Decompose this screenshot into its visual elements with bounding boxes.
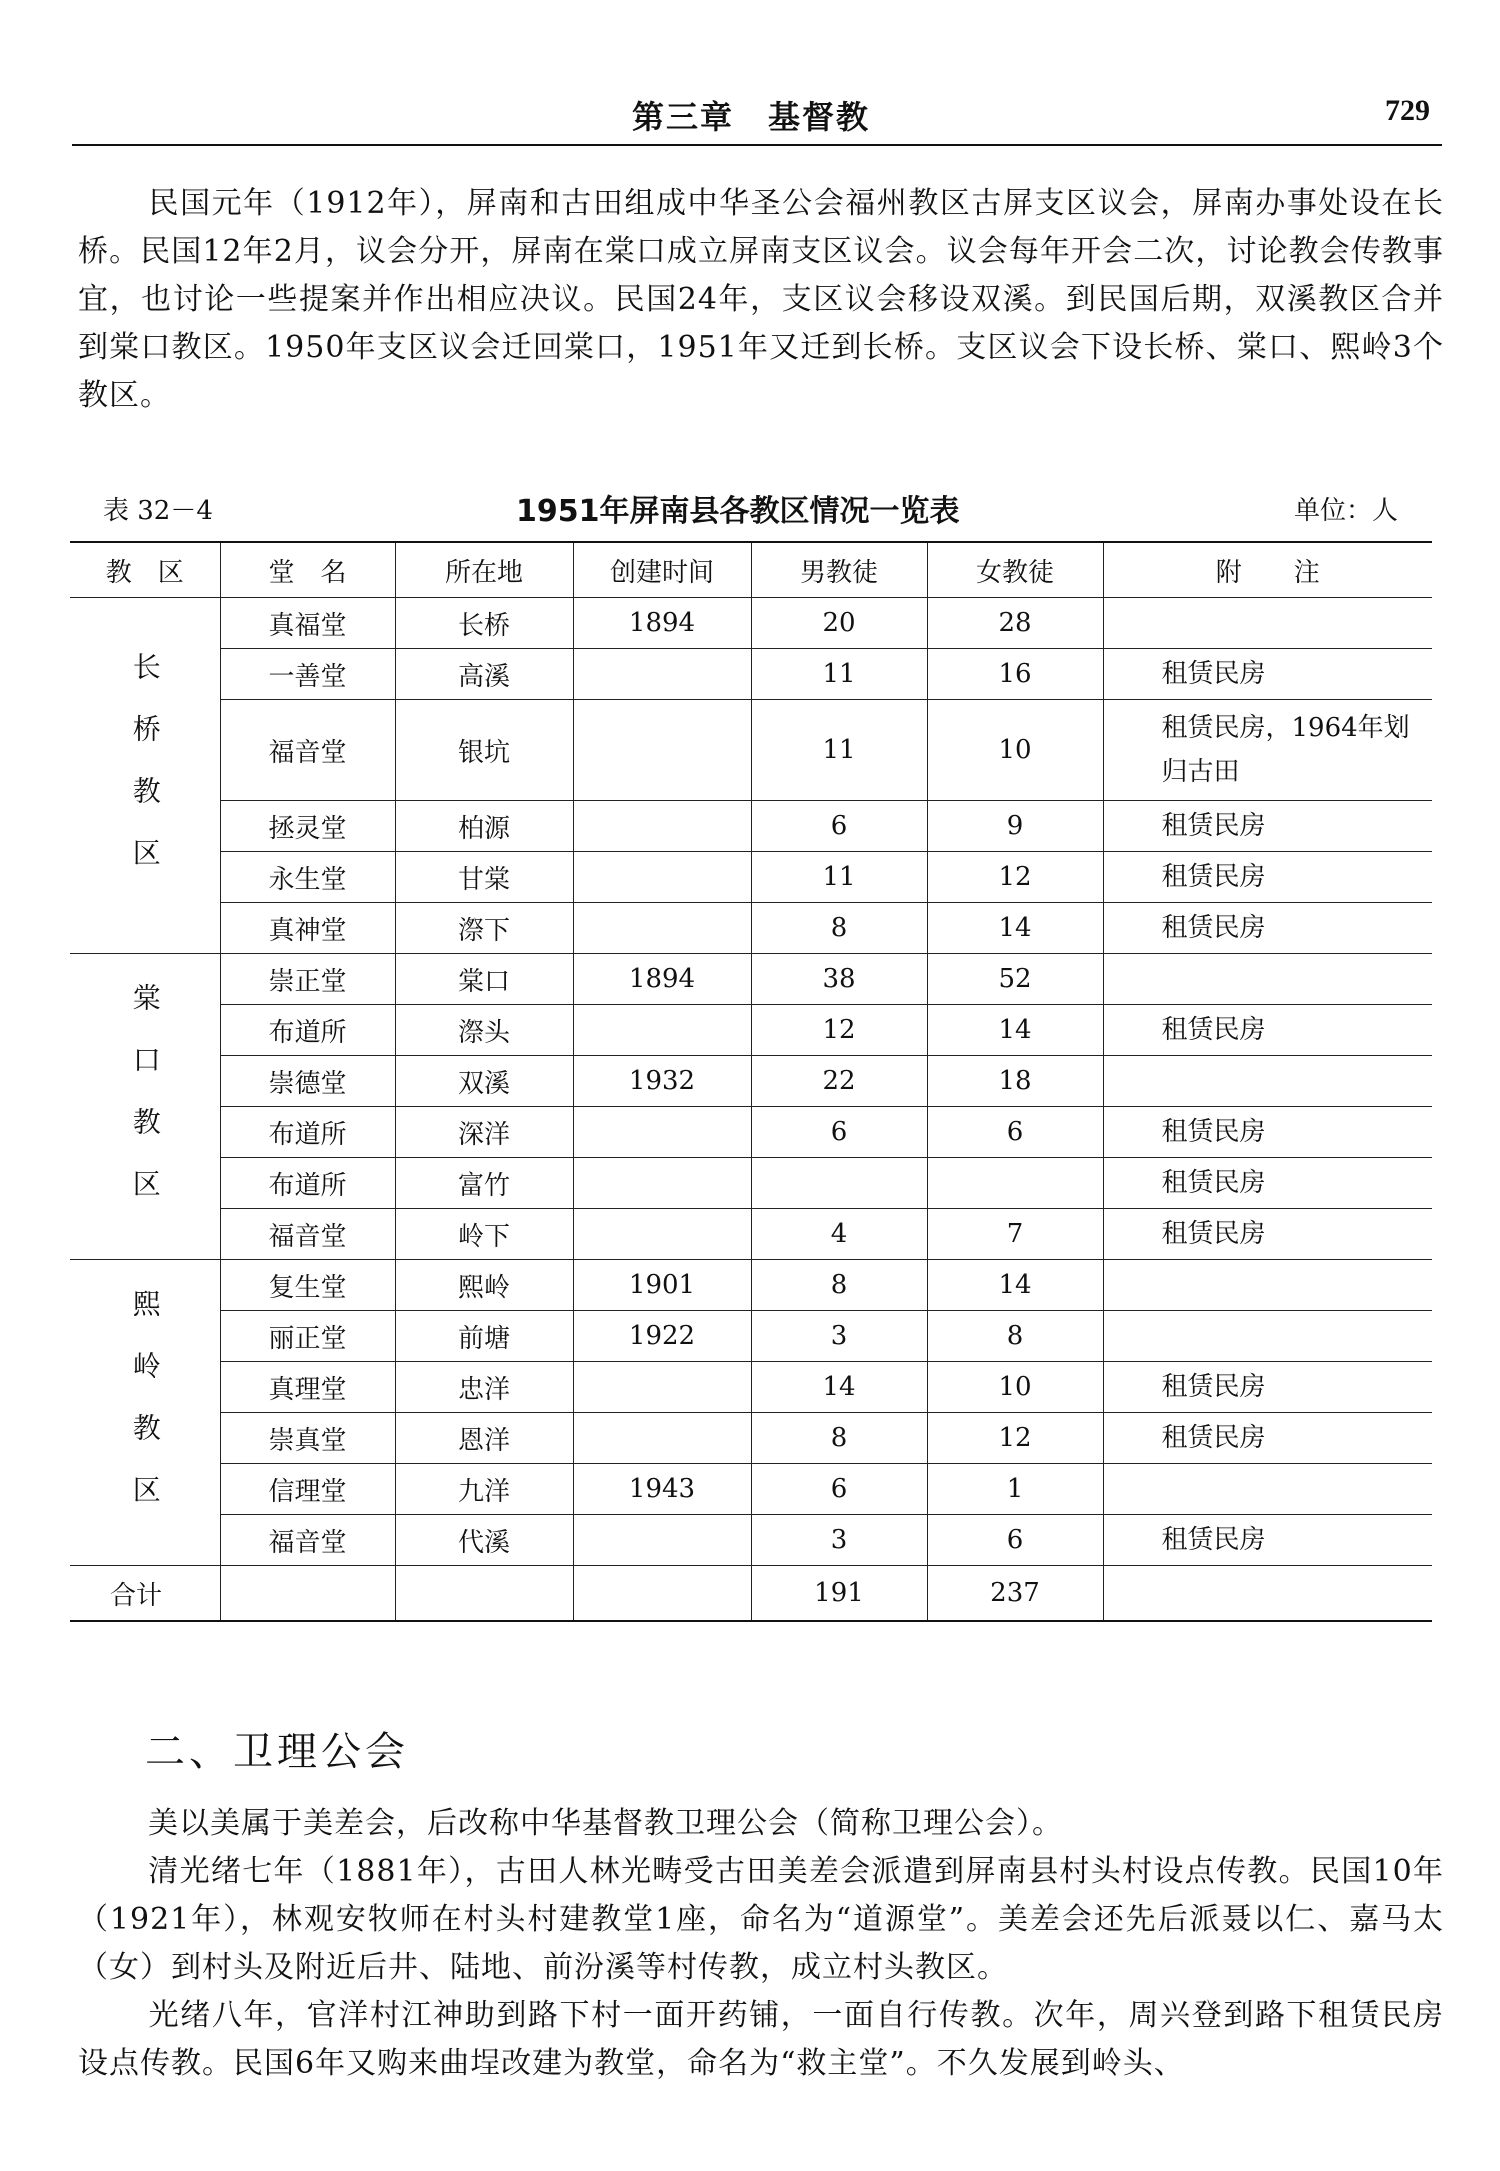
location: 前塘 bbox=[395, 1311, 573, 1362]
male-members: 38 bbox=[751, 954, 927, 1005]
church-name: 信理堂 bbox=[220, 1464, 395, 1515]
founded-year bbox=[573, 1515, 751, 1566]
founded-year bbox=[573, 1158, 751, 1209]
female-members: 7 bbox=[927, 1209, 1103, 1260]
body-paragraph bbox=[78, 1848, 1444, 1992]
church-name: 福音堂 bbox=[220, 1209, 395, 1260]
district-name: 棠口教区 bbox=[70, 954, 220, 1260]
note: 租赁民房 bbox=[1103, 1107, 1432, 1158]
female-members: 16 bbox=[927, 649, 1103, 700]
location: 熙岭 bbox=[395, 1260, 573, 1311]
female-members: 52 bbox=[927, 954, 1103, 1005]
male-members: 8 bbox=[751, 903, 927, 954]
column-header: 男教徒 bbox=[751, 542, 927, 598]
female-members: 12 bbox=[927, 852, 1103, 903]
note: 租赁民房 bbox=[1103, 801, 1432, 852]
column-header: 女教徒 bbox=[927, 542, 1103, 598]
male-members: 11 bbox=[751, 649, 927, 700]
chapter-name: 基督教 bbox=[768, 98, 871, 136]
male-members: 11 bbox=[751, 700, 927, 801]
founded-year bbox=[573, 852, 751, 903]
male-members: 6 bbox=[751, 1107, 927, 1158]
empty-cell bbox=[573, 1566, 751, 1622]
note: 租赁民房 bbox=[1103, 1158, 1432, 1209]
chapter-number: 第三章 bbox=[632, 98, 735, 136]
church-name: 真神堂 bbox=[220, 903, 395, 954]
male-members: 14 bbox=[751, 1362, 927, 1413]
male-members: 11 bbox=[751, 852, 927, 903]
location: 高溪 bbox=[395, 649, 573, 700]
female-members bbox=[927, 1158, 1103, 1209]
male-members: 8 bbox=[751, 1413, 927, 1464]
table-row bbox=[70, 649, 1432, 700]
table-row bbox=[70, 598, 1432, 649]
founded-year bbox=[573, 1413, 751, 1464]
church-name: 拯灵堂 bbox=[220, 801, 395, 852]
founded-year bbox=[573, 649, 751, 700]
table-row bbox=[70, 700, 1432, 801]
intro-paragraph bbox=[78, 180, 1444, 420]
table-row bbox=[70, 1311, 1432, 1362]
page-number: 729 bbox=[1385, 94, 1430, 127]
female-members: 12 bbox=[927, 1413, 1103, 1464]
male-members: 22 bbox=[751, 1056, 927, 1107]
male-members: 6 bbox=[751, 1464, 927, 1515]
founded-year bbox=[573, 1107, 751, 1158]
note: 租赁民房 bbox=[1103, 1515, 1432, 1566]
note: 租赁民房 bbox=[1103, 1362, 1432, 1413]
table-row bbox=[70, 1413, 1432, 1464]
note: 租赁民房 bbox=[1103, 1005, 1432, 1056]
table-title: 1951年屏南县各教区情况一览表 bbox=[516, 494, 960, 529]
female-members: 10 bbox=[927, 1362, 1103, 1413]
location: 富竹 bbox=[395, 1158, 573, 1209]
note: 租赁民房 bbox=[1103, 852, 1432, 903]
empty-cell bbox=[395, 1566, 573, 1622]
table-row bbox=[70, 852, 1432, 903]
female-members: 6 bbox=[927, 1515, 1103, 1566]
church-name: 福音堂 bbox=[220, 700, 395, 801]
church-district-table bbox=[70, 541, 1432, 1622]
founded-year bbox=[573, 903, 751, 954]
location: 岭下 bbox=[395, 1209, 573, 1260]
female-members: 28 bbox=[927, 598, 1103, 649]
female-members: 6 bbox=[927, 1107, 1103, 1158]
founded-year bbox=[573, 1005, 751, 1056]
founded-year bbox=[573, 700, 751, 801]
note bbox=[1103, 1464, 1432, 1515]
female-members: 1 bbox=[927, 1464, 1103, 1515]
female-members: 14 bbox=[927, 1260, 1103, 1311]
female-members: 10 bbox=[927, 700, 1103, 801]
table-row bbox=[70, 1107, 1432, 1158]
note: 租赁民房，1964年划归古田 bbox=[1103, 700, 1432, 801]
chapter-title bbox=[632, 92, 870, 138]
female-members: 14 bbox=[927, 1005, 1103, 1056]
church-name: 崇正堂 bbox=[220, 954, 395, 1005]
location: 银坑 bbox=[395, 700, 573, 801]
column-header: 堂 名 bbox=[220, 542, 395, 598]
founded-year bbox=[573, 1209, 751, 1260]
body-paragraph bbox=[78, 1992, 1444, 2088]
church-name: 复生堂 bbox=[220, 1260, 395, 1311]
column-header: 所在地 bbox=[395, 542, 573, 598]
founded-year: 1932 bbox=[573, 1056, 751, 1107]
church-name: 永生堂 bbox=[220, 852, 395, 903]
column-header: 创建时间 bbox=[573, 542, 751, 598]
male-members: 3 bbox=[751, 1311, 927, 1362]
note: 租赁民房 bbox=[1103, 1209, 1432, 1260]
location: 深洋 bbox=[395, 1107, 573, 1158]
church-name: 真理堂 bbox=[220, 1362, 395, 1413]
male-members bbox=[751, 1158, 927, 1209]
male-members: 12 bbox=[751, 1005, 927, 1056]
table-row bbox=[70, 1260, 1432, 1311]
founded-year bbox=[573, 801, 751, 852]
location: 忠洋 bbox=[395, 1362, 573, 1413]
table-row bbox=[70, 1056, 1432, 1107]
total-male: 191 bbox=[751, 1566, 927, 1622]
location: 棠口 bbox=[395, 954, 573, 1005]
note bbox=[1103, 1260, 1432, 1311]
location: 长桥 bbox=[395, 598, 573, 649]
total-row bbox=[70, 1566, 1432, 1622]
paragraph-text: 光绪八年，官洋村江神助到路下村一面开药铺，一面自行传教。次年，周兴登到路下租赁民房设点传教。民国6年又购来曲埕改建为教堂，命名为“救主堂”。不久发展到岭头、 bbox=[78, 1998, 1444, 2081]
table-row bbox=[70, 801, 1432, 852]
body-paragraph bbox=[78, 1800, 1444, 1848]
church-name: 崇德堂 bbox=[220, 1056, 395, 1107]
note: 租赁民房 bbox=[1103, 1413, 1432, 1464]
table-row bbox=[70, 903, 1432, 954]
founded-year: 1901 bbox=[573, 1260, 751, 1311]
male-members: 4 bbox=[751, 1209, 927, 1260]
note bbox=[1103, 1311, 1432, 1362]
founded-year: 1943 bbox=[573, 1464, 751, 1515]
note bbox=[1103, 1056, 1432, 1107]
female-members: 8 bbox=[927, 1311, 1103, 1362]
table-row bbox=[70, 1005, 1432, 1056]
district-name: 长桥教区 bbox=[70, 598, 220, 954]
church-name: 真福堂 bbox=[220, 598, 395, 649]
founded-year: 1922 bbox=[573, 1311, 751, 1362]
location: 恩洋 bbox=[395, 1413, 573, 1464]
note bbox=[1103, 954, 1432, 1005]
male-members: 8 bbox=[751, 1260, 927, 1311]
header-rule bbox=[72, 144, 1442, 146]
founded-year: 1894 bbox=[573, 598, 751, 649]
church-name: 布道所 bbox=[220, 1107, 395, 1158]
location: 九洋 bbox=[395, 1464, 573, 1515]
female-members: 18 bbox=[927, 1056, 1103, 1107]
empty-cell bbox=[1103, 1566, 1432, 1622]
table-header-row bbox=[70, 542, 1432, 598]
location: 双溪 bbox=[395, 1056, 573, 1107]
male-members: 20 bbox=[751, 598, 927, 649]
church-name: 布道所 bbox=[220, 1005, 395, 1056]
male-members: 3 bbox=[751, 1515, 927, 1566]
intro-text: 民国元年（1912年），屏南和古田组成中华圣公会福州教区古屏支区议会，屏南办事处设在长桥。民国12年2月，议会分开，屏南在棠口成立屏南支区议会。议会每年开会二次，讨论教会传教事宜，也讨论一些提案并作出相应决议。民国24年，支区议会移设双溪。到民国后期，双溪教区合并到棠口教区。1950年支区议会迁回棠口，1951年又迁到长桥。支区议会下设长桥、棠口、熙岭3个教区。 bbox=[78, 186, 1444, 413]
section-heading: 二、卫理公会 bbox=[145, 1729, 409, 1775]
note: 租赁民房 bbox=[1103, 903, 1432, 954]
church-name: 丽正堂 bbox=[220, 1311, 395, 1362]
paragraph-text: 美以美属于美差会，后改称中华基督教卫理公会（简称卫理公会）。 bbox=[148, 1806, 1063, 1841]
location: 代溪 bbox=[395, 1515, 573, 1566]
location: 柏源 bbox=[395, 801, 573, 852]
location: 漈下 bbox=[395, 903, 573, 954]
district-name: 熙岭教区 bbox=[70, 1260, 220, 1566]
table-row bbox=[70, 1362, 1432, 1413]
table-row bbox=[70, 1464, 1432, 1515]
table-row bbox=[70, 954, 1432, 1005]
male-members: 6 bbox=[751, 801, 927, 852]
church-name: 布道所 bbox=[220, 1158, 395, 1209]
table-row bbox=[70, 1209, 1432, 1260]
table-unit: 单位：人 bbox=[1294, 496, 1399, 526]
table-row bbox=[70, 1515, 1432, 1566]
column-header: 附 注 bbox=[1103, 542, 1432, 598]
column-header: 教 区 bbox=[70, 542, 220, 598]
female-members: 14 bbox=[927, 903, 1103, 954]
table-row bbox=[70, 1158, 1432, 1209]
note bbox=[1103, 598, 1432, 649]
female-members: 9 bbox=[927, 801, 1103, 852]
church-name: 崇真堂 bbox=[220, 1413, 395, 1464]
church-name: 一善堂 bbox=[220, 649, 395, 700]
total-female: 237 bbox=[927, 1566, 1103, 1622]
founded-year bbox=[573, 1362, 751, 1413]
note: 租赁民房 bbox=[1103, 649, 1432, 700]
founded-year: 1894 bbox=[573, 954, 751, 1005]
running-header bbox=[72, 92, 1442, 136]
paragraph-text: 清光绪七年（1881年），古田人林光畴受古田美差会派遣到屏南县村头村设点传教。民国10年（1921年），林观安牧师在村头村建教堂1座，命名为“道源堂”。美差会还先后派聂以仁、嘉马太（女）到村头及附近后井、陆地、前汾溪等村传教，成立村头教区。 bbox=[78, 1854, 1444, 1985]
church-name: 福音堂 bbox=[220, 1515, 395, 1566]
location: 甘棠 bbox=[395, 852, 573, 903]
table-label: 表 32－4 bbox=[103, 496, 213, 526]
empty-cell bbox=[220, 1566, 395, 1622]
total-label: 合计 bbox=[70, 1566, 220, 1622]
location: 漈头 bbox=[395, 1005, 573, 1056]
